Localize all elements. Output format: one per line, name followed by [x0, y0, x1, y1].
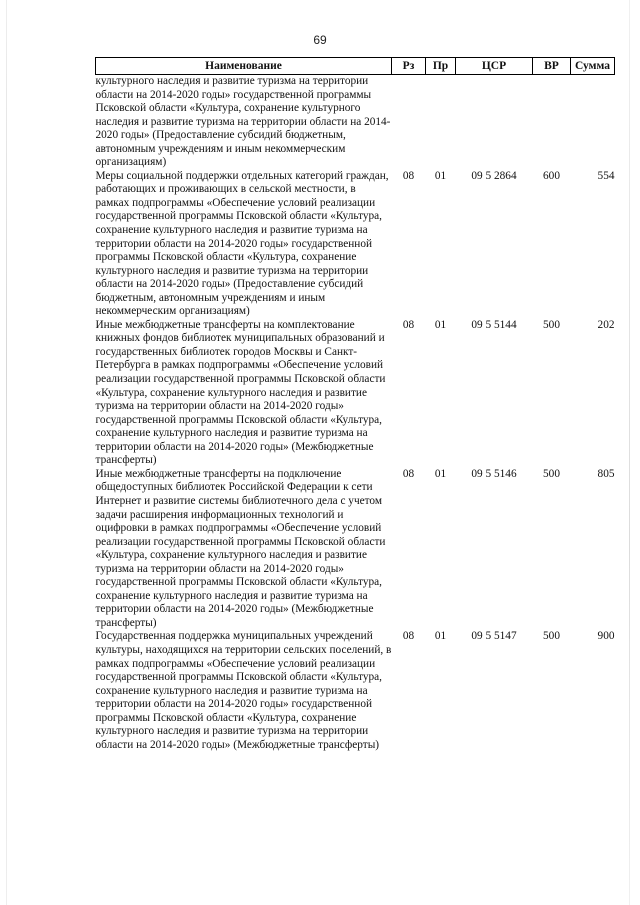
- table-body: [96, 75, 615, 753]
- row-sum: 202: [597, 318, 615, 331]
- row-csr: 09 5 5146: [471, 467, 517, 480]
- row-csr: [456, 75, 533, 170]
- table-row: [96, 468, 615, 631]
- scan-edge-left: [6, 0, 7, 905]
- row-vr: [533, 75, 571, 170]
- row-sum: 554: [597, 169, 615, 182]
- page-number: 69: [313, 33, 327, 47]
- row-name: Государственная поддержка муниципальных учреждений культуры, находящихся на территории сельских поселений, в рамках подпрограммы «Обеспечение условий реализации государственной программы Псковской области «Культура, сохранение культурного наследия и развитие туризма на территории области на 2014-2020 годы» государственной программы Псковской области «Культура, сохранение культурного наследия и развитие туризма на территории области на 2014-2020 годы» (Межбюджетные трансферты): [95, 630, 392, 751]
- row-name: Меры социальной поддержки отдельных категорий граждан, работающих и проживающих в сельской местности, в рамках подпрограммы «Обеспечение условий реализации государственной программы Псковской области «Культура, сохранение культурного наследия и развитие туризма на территории области на 2014-2020 годы» государственной программы Псковской области «Культура, сохранение культурного наследия и развитие туризма на территории области на 2014-2020 годы» (Предоставление субсидий бюджетным, автономным учреждениям и иным некоммерческим организациям): [95, 169, 389, 318]
- row-vr: 500: [543, 467, 560, 480]
- row-rz: [392, 75, 426, 170]
- header-row: [96, 58, 615, 75]
- row-rz: 08: [402, 318, 415, 331]
- table-row: [96, 170, 615, 319]
- table-header: [96, 58, 615, 75]
- header-pr: Пр: [426, 58, 456, 75]
- row-pr: 01: [434, 169, 447, 182]
- row-rz: 08: [402, 169, 415, 182]
- row-name: Иные межбюджетные трансферты на комплектование книжных фондов библиотек муниципальных образований и государственных библиотек городов Москвы и Санкт-Петербурга в рамках подпрограммы «Обеспечение условий реализации государственной программы Псковской области «Культура, сохранение культурного наследия и развитие туризма на территории области на 2014-2020 годы» государственной программы Псковской области «Культура, сохранение культурного наследия и развитие туризма на территории области на 2014-2020 годы» (Межбюджетные трансферты): [95, 318, 386, 467]
- row-vr: 500: [543, 318, 560, 331]
- row-vr: 500: [543, 630, 560, 643]
- row-name: культурного наследия и развитие туризма на территории области на 2014-2020 годы» государственной программы Псковской области «Культура, сохранение культурного наследия и развитие туризма на территории области на 2014-2020 годы» (Предоставление субсидий бюджетным, автономным учреждениям и иным некоммерческим организациям): [95, 75, 391, 169]
- header-csr: ЦСР: [456, 58, 533, 75]
- row-name: Иные межбюджетные трансферты на подключение общедоступных библиотек Российской Федерации к сети Интернет и развитие системы библиотечного дела с учетом задачи расширения информационных технологий и оцифровки в рамках подпрограммы «Обеспечение условий реализации государственной программы Псковской области «Культура, сохранение культурного наследия и развитие туризма на территории области на 2014-2020 годы» государственной программы Псковской области «Культура, сохранение культурного наследия и развитие туризма на территории области на 2014-2020 годы» (Межбюджетные трансферты): [95, 467, 386, 629]
- row-pr: 01: [434, 467, 447, 480]
- row-csr: 09 5 5144: [471, 318, 517, 331]
- header-sum: Сумма: [571, 58, 615, 75]
- row-sum: 805: [597, 467, 615, 480]
- header-rz: Рз: [392, 58, 426, 75]
- row-csr: 09 5 5147: [471, 630, 517, 643]
- row-rz: 08: [402, 630, 415, 643]
- header-name: Наименование: [96, 58, 392, 75]
- table-row: [96, 630, 615, 752]
- budget-table: [95, 57, 615, 752]
- row-pr: 01: [434, 318, 447, 331]
- row-vr: 600: [543, 169, 560, 182]
- row-sum: 900: [597, 630, 615, 643]
- scan-edge-right: [629, 0, 630, 905]
- row-sum: [571, 75, 615, 170]
- row-pr: 01: [434, 630, 447, 643]
- row-pr: [426, 75, 456, 170]
- table-row: [96, 319, 615, 468]
- header-vr: ВР: [533, 58, 571, 75]
- row-csr: 09 5 2864: [471, 169, 517, 182]
- row-rz: 08: [402, 467, 415, 480]
- table-row: [96, 75, 615, 170]
